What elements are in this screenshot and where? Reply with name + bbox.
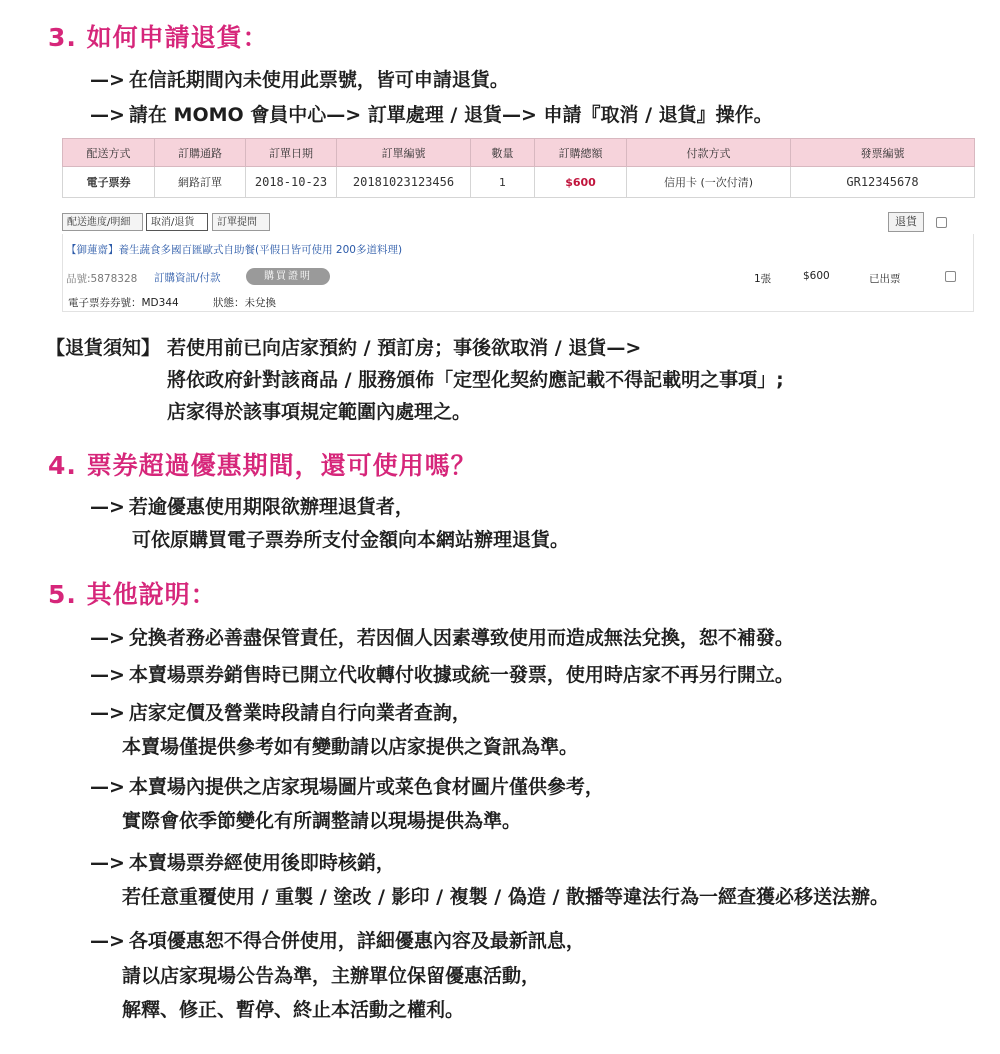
arrow-icon: —> bbox=[90, 930, 125, 952]
section-4-line-1: —> 若逾優惠使用期限欲辦理退貨者， bbox=[90, 496, 414, 518]
item-price: $600 bbox=[803, 270, 830, 282]
section-5-heading: 5. 其他說明： bbox=[48, 580, 217, 609]
item-status: 已出票 bbox=[869, 273, 901, 285]
section-5-item-6-cont-1: 請以店家現場公告為準，主辦單位保留優惠活動， bbox=[122, 965, 541, 987]
return-button[interactable]: 退貨 bbox=[888, 212, 924, 232]
ticket-number: 電子票券券號：MD344 bbox=[68, 297, 179, 309]
section-5-item-5: —> 本賣場票券經使用後即時核銷， bbox=[90, 852, 395, 874]
arrow-icon: —> bbox=[90, 852, 125, 874]
table-row bbox=[63, 167, 975, 198]
tab-order-question[interactable]: 訂單提問 bbox=[212, 213, 270, 231]
section-3-heading: 3. 如何申請退貨： bbox=[48, 23, 269, 52]
product-code: 品號:5878328 bbox=[66, 273, 138, 285]
item-select-checkbox[interactable] bbox=[945, 271, 956, 282]
return-notice-line-2: 將依政府針對該商品 / 服務頒佈「定型化契約應記載不得記載明之事項」; bbox=[167, 369, 784, 391]
section-3-line-1: —> 在信託期間內未使用此票號，皆可申請退貨。 bbox=[90, 69, 509, 91]
tab-cancel-return[interactable]: 取消/退貨 bbox=[146, 213, 208, 231]
section-4-heading: 4. 票券超過優惠期間，還可使用嗎？ bbox=[48, 451, 477, 480]
cell-order-date: 2018-10-23 bbox=[246, 167, 337, 198]
section-4-line-2: 可依原購買電子票券所支付金額向本網站辦理退貨。 bbox=[132, 529, 570, 551]
cell-order-number: 20181023123456 bbox=[337, 167, 471, 198]
header-order-number: 訂單編號 bbox=[337, 139, 471, 167]
return-select-all-checkbox[interactable] bbox=[936, 217, 947, 228]
arrow-icon: —> bbox=[90, 702, 125, 724]
order-table-header bbox=[63, 139, 975, 167]
section-5-item-5-cont: 若任意重覆使用 / 重製 / 塗改 / 影印 / 複製 / 偽造 / 散播等違法行為一經查獲必移送法辦。 bbox=[122, 886, 890, 908]
cell-order-channel: 網路訂單 bbox=[155, 167, 246, 198]
return-notice-line-3: 店家得於該事項規定範圍內處理之。 bbox=[167, 401, 472, 423]
section-5-item-4-cont: 實際會依季節變化有所調整請以現場提供為準。 bbox=[122, 810, 522, 832]
arrow-icon: —> bbox=[90, 776, 125, 798]
cell-invoice-number: GR12345678 bbox=[791, 167, 975, 198]
arrow-icon: —> bbox=[90, 627, 125, 649]
cell-payment-method: 信用卡 (一次付清) bbox=[627, 167, 791, 198]
ticket-status: 狀態：未兌換 bbox=[213, 297, 276, 309]
section-5-item-2: —> 本賣場票券銷售時已開立代收轉付收據或統一發票，使用時店家不再另行開立。 bbox=[90, 664, 794, 686]
header-order-channel: 訂購通路 bbox=[155, 139, 246, 167]
header-shipping-method: 配送方式 bbox=[63, 139, 155, 167]
arrow-icon: —> bbox=[90, 104, 125, 126]
arrow-icon: —> bbox=[90, 69, 125, 91]
item-quantity: 1張 bbox=[754, 273, 772, 285]
purchase-proof-button[interactable]: 購買證明 bbox=[246, 268, 330, 285]
arrow-icon: —> bbox=[90, 496, 125, 518]
section-5-item-3: —> 店家定價及營業時段請自行向業者查詢， bbox=[90, 702, 471, 724]
header-payment-method: 付款方式 bbox=[627, 139, 791, 167]
header-order-date: 訂單日期 bbox=[246, 139, 337, 167]
section-5-item-4: —> 本賣場內提供之店家現場圖片或菜色食材圖片僅供參考， bbox=[90, 776, 604, 798]
section-5-item-3-cont: 本賣場僅提供參考如有變動請以店家提供之資訊為準。 bbox=[122, 736, 579, 758]
cell-quantity: 1 bbox=[471, 167, 535, 198]
header-invoice-number: 發票編號 bbox=[791, 139, 975, 167]
arrow-icon: —> bbox=[90, 664, 125, 686]
order-info-link[interactable]: 訂購資訊/付款 bbox=[154, 272, 221, 284]
section-3-line-2: —> 請在 MOMO 會員中心—> 訂單處理 / 退貨—> 申請『取消 / 退貨』操作。 bbox=[90, 104, 773, 126]
header-order-total: 訂購總額 bbox=[535, 139, 627, 167]
return-notice-line-1: 若使用前已向店家預約 / 預訂房；事後欲取消 / 退貨—> bbox=[167, 337, 642, 359]
cell-shipping-method: 電子票券 bbox=[63, 167, 155, 198]
tab-shipping-progress[interactable]: 配送進度/明細 bbox=[62, 213, 143, 231]
return-notice-label: 【退貨須知】 bbox=[46, 337, 161, 359]
header-quantity: 數量 bbox=[471, 139, 535, 167]
section-5-item-6-cont-2: 解釋、修正、暫停、終止本活動之權利。 bbox=[122, 999, 465, 1021]
cell-order-total: $600 bbox=[535, 167, 627, 198]
product-name-link[interactable]: 【御蓮齋】養生蔬食多國百匯歐式自助餐(平假日皆可使用 200多道料理) bbox=[66, 244, 403, 256]
section-5-item-6: —> 各項優惠恕不得合併使用，詳細優惠內容及最新訊息， bbox=[90, 930, 585, 952]
section-5-item-1: —> 兌換者務必善盡保管責任，若因個人因素導致使用而造成無法兌換，恕不補發。 bbox=[90, 627, 794, 649]
order-table bbox=[62, 138, 975, 198]
